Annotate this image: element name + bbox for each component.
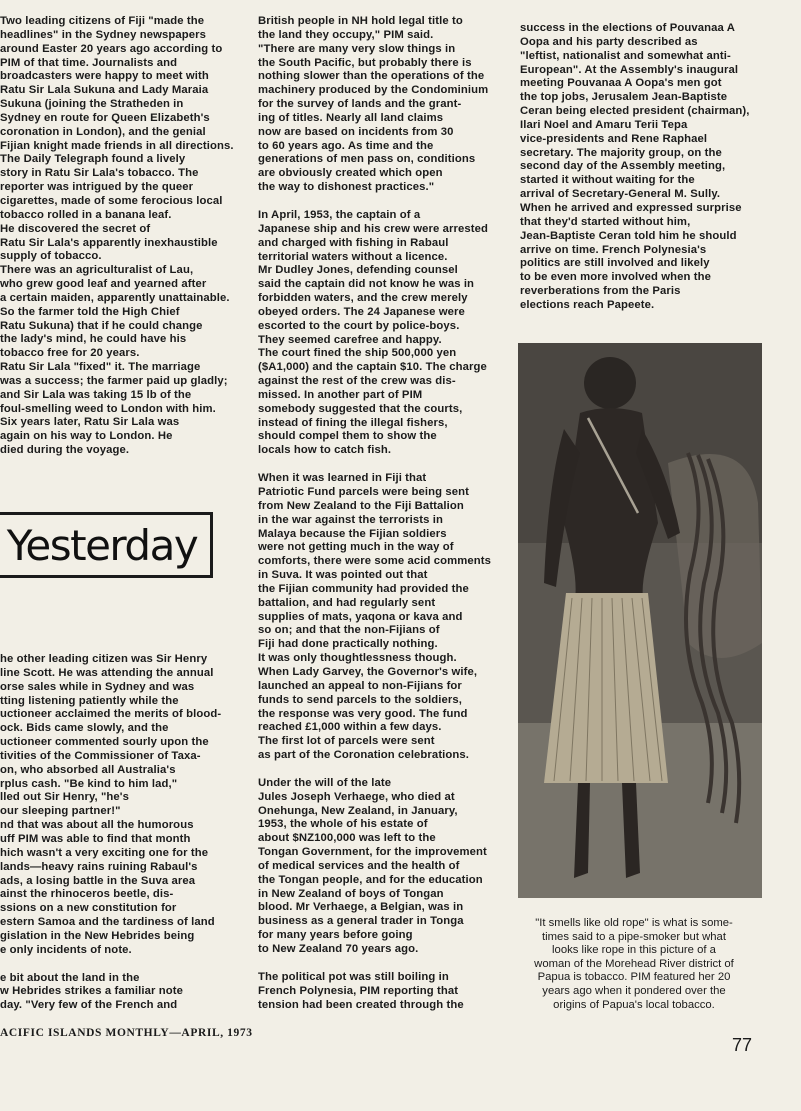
column2-line: When Lady Garvey, the Governor's wife, <box>258 665 478 678</box>
column3-line: second day of the Assembly meeting, <box>520 160 726 173</box>
column2-line: said the captain did not know he was in <box>258 278 475 291</box>
column2-line: for the survey of lands and the grant- <box>258 98 462 111</box>
column2-line: Patriotic Fund parcels were being sent <box>258 486 469 498</box>
column3-line: elections reach Papeete. <box>520 298 655 311</box>
column2-line: tension had been created through the <box>258 998 464 1011</box>
footer-publication: ACIFIC ISLANDS MONTHLY—APRIL, 1973 <box>0 1027 253 1039</box>
column2-line: obeyed orders. The 24 Japanese were <box>258 305 465 318</box>
column2-line: instead of fining the illegal fishers, <box>258 416 448 429</box>
column1-top-line: Sukuna (joining the Stratheden in <box>0 98 184 111</box>
column2-line: ing of titles. Nearly all land claims <box>258 111 444 124</box>
column2-line: blood. Mr Verhaege, a Belgian, was in <box>258 901 464 914</box>
column1-top-line: a certain maiden, apparently unattainable. <box>0 291 230 304</box>
column3-line: Ilari Noel and Amaru Terii Tepa <box>520 118 688 131</box>
column2-line: so on; and that the non-Fijians of <box>258 624 440 637</box>
column1-top-line: who grew good leaf and yearned after <box>0 278 207 291</box>
column1-top-line: and Sir Lala was taking 15 lb of the <box>0 388 192 401</box>
column1-bottom-line: lands—heavy rains ruining Rabaul's <box>0 860 198 873</box>
column2-line: escorted to the court by police-boys. <box>258 319 460 332</box>
column1-top-line: Ratu Sir Lala's apparently inexhaustible <box>0 236 218 249</box>
column3-line: started it without waiting for the <box>520 174 695 187</box>
column2-line: the way to dishonest practices." <box>258 181 435 194</box>
column2-line: Mr Dudley Jones, defending counsel <box>258 264 458 277</box>
column1-top-line: reporter was intrigued by the queer <box>0 181 194 194</box>
column1-bottom-line: ssions on a new constitution for <box>0 902 177 915</box>
column2-line: 1953, the whole of his estate of <box>258 818 428 831</box>
column2-line: When it was learned in Fiji that <box>258 472 427 485</box>
column-1-bottom <box>0 653 244 1013</box>
column3-line: that they'd started without him, <box>520 215 691 228</box>
column2-line: somebody suggested that the courts, <box>258 402 463 415</box>
column1-top-line: He discovered the secret of <box>0 222 151 235</box>
column2-line: in the war against the terrorists in <box>258 513 444 526</box>
column3-line: to be even more involved when the <box>520 271 711 284</box>
column2-line: nothing slower than the operations of the <box>258 70 485 83</box>
column1-bottom-line: rplus cash. "Be kind to him lad," <box>0 777 178 790</box>
column2-line: "There are many very slow things in <box>258 42 456 55</box>
column1-bottom-line: hich wasn't a very exciting one for the <box>0 846 209 859</box>
column1-bottom-line: uctioneer acclaimed the merits of blood- <box>0 708 222 721</box>
column1-top-line: was a success; the farmer paid up gladly; <box>0 374 228 387</box>
column2-line: in Suva. It was pointed out that <box>258 569 428 582</box>
column3-line: the top jobs, Jerusalem Jean-Baptiste <box>520 91 728 104</box>
column2-line: to New Zealand 70 years ago. <box>258 943 419 955</box>
column1-top-line: foul-smelling weed to London with him. <box>0 402 216 415</box>
column1-bottom-line: ads, a losing battle in the Suva area <box>0 874 196 887</box>
column2-line: were not getting much in the way of <box>258 541 454 554</box>
column1-bottom-line: w Hebrides strikes a familiar note <box>0 985 183 998</box>
column2-line: should compel them to show the <box>258 430 437 443</box>
column3-line: reverberations from the Paris <box>520 285 681 298</box>
column-2 <box>258 15 508 1012</box>
column1-top-line: So the farmer told the High Chief <box>0 305 180 318</box>
column2-line: battalion, and had regularly sent <box>258 596 436 609</box>
column2-line: Under the will of the late <box>258 776 392 789</box>
column2-line: Japanese ship and his crew were arrested <box>258 222 489 235</box>
column1-bottom-line: our sleeping partner!" <box>0 805 121 818</box>
column1-bottom-line: tivities of the Commissioner of Taxa- <box>0 749 201 762</box>
column2-line: the Tongan people, and for the education <box>258 873 483 886</box>
column1-top-line: tobacco rolled in a banana leaf. <box>0 208 172 221</box>
column2-line: Onehunga, New Zealand, in January, <box>258 804 458 817</box>
column2-line: now are based on incidents from 30 <box>258 125 454 138</box>
column2-line: missed. In another part of PIM <box>258 388 423 401</box>
column2-line: French Polynesia, PIM reporting that <box>258 984 459 997</box>
column2-line: In April, 1953, the captain of a <box>258 208 421 221</box>
column2-line <box>258 458 508 472</box>
caption-line: looks like rope in this picture of a <box>552 944 716 957</box>
column1-top-line: the lady's mind, he could have his <box>0 333 187 346</box>
column2-line: of medical services and the health of <box>258 859 460 872</box>
column1-top-line: Two leading citizens of Fiji "made the <box>0 15 205 27</box>
column3-line: Jean-Baptiste Ceran told him he should <box>520 229 737 242</box>
column2-line: The court fined the ship 500,000 yen <box>258 347 457 360</box>
photo-caption <box>512 917 756 1012</box>
column2-line: to 60 years ago. As time and the <box>258 139 434 152</box>
column1-bottom-line: uff PIM was able to find that month <box>0 832 191 845</box>
column1-top-line: Sydney en route for Queen Elizabeth's <box>0 111 210 124</box>
yesterday-heading-box <box>0 512 213 578</box>
column2-line: the Fijian community had provided the <box>258 582 469 595</box>
column2-line: Malaya because the Fijian soldiers <box>258 527 447 540</box>
column2-line: ($A1,000) and the captain $10. The charge <box>258 361 487 374</box>
column1-top-line: Fijian knight made friends in all directions. <box>0 139 234 152</box>
column2-line: and charged with fishing in Rabaul <box>258 236 449 249</box>
column2-line: territorial waters without a licence. <box>258 250 448 263</box>
column2-line: launched an appeal to non-Fijians for <box>258 679 462 692</box>
column2-line: reached £1,000 within a few days. <box>258 721 442 734</box>
column3-line: European". At the Assembly's inaugural <box>520 63 739 76</box>
column2-line: Jules Joseph Verhaege, who died at <box>258 790 455 803</box>
column2-line: the land they occupy," PIM said. <box>258 28 434 41</box>
column3-line: When he arrived and expressed surprise <box>520 201 742 214</box>
column1-top-line: around Easter 20 years ago according to <box>0 42 223 55</box>
column2-line: supplies of mats, yaqona or kava and <box>258 610 463 623</box>
column2-line: British people in NH hold legal title to <box>258 15 463 27</box>
column2-line: funds to send parcels to the soldiers, <box>258 693 463 706</box>
column2-line <box>258 957 508 971</box>
column1-bottom-line: ainst the rhinoceros beetle, dis- <box>0 888 174 901</box>
column2-line: They seemed carefree and happy. <box>258 333 442 346</box>
column1-top-line: story in Ratu Sir Lala's tobacco. The <box>0 167 199 180</box>
column2-line <box>258 763 508 777</box>
column2-line: generations of men pass on, conditions <box>258 153 476 166</box>
column2-line: The political pot was still boiling in <box>258 970 449 983</box>
column1-bottom-line: ock. Bids came slowly, and the <box>0 722 169 735</box>
photo-illustration <box>518 343 762 898</box>
column2-line: the response was very good. The fund <box>258 707 468 720</box>
page-number: 77 <box>732 1035 753 1055</box>
column2-line: against the rest of the crew was dis- <box>258 375 456 388</box>
column1-top-line: Ratu Sir Lala Sukuna and Lady Maraia <box>0 84 209 97</box>
column1-top-line: died during the voyage. <box>0 444 130 457</box>
column1-bottom-line: lled out Sir Henry, "he's <box>0 791 129 804</box>
column3-line: meeting Pouvanaa A Oopa's men got <box>520 77 722 90</box>
column2-line: are obviously created which open <box>258 167 443 180</box>
column3-line: success in the elections of Pouvanaa A <box>520 22 735 34</box>
column2-line <box>258 195 508 209</box>
column1-top-line: again on his way to London. He <box>0 430 173 443</box>
column3-line: Oopa and his party described as <box>520 35 698 48</box>
column2-line: machinery produced by the Condominium <box>258 84 489 97</box>
column-3 <box>520 22 788 313</box>
column2-line: locals how to catch fish. <box>258 444 392 457</box>
column2-line: in New Zealand of boys of Tongan <box>258 887 444 900</box>
column2-line: It was only thoughtlessness though. <box>258 652 457 665</box>
column1-top-line: cigarettes, made of some ferocious local <box>0 194 223 207</box>
column1-bottom-line: he other leading citizen was Sir Henry <box>0 653 208 665</box>
column2-line: business as a general trader in Tonga <box>258 915 464 928</box>
column1-top-line: Ratu Sir Lala "fixed" it. The marriage <box>0 361 201 374</box>
column2-line: Tongan Government, for the improvement <box>258 846 487 859</box>
column2-line: comforts, there were some acid comments <box>258 555 492 568</box>
yesterday-heading: Yesterday <box>6 520 198 570</box>
column1-top-line: The Daily Telegraph found a lively <box>0 153 186 166</box>
column2-line: as part of the Coronation celebrations. <box>258 749 470 762</box>
column3-line: arrival of Secretary-General M. Sully. <box>520 188 721 201</box>
column1-bottom-line: tting listening patiently while the <box>0 694 179 707</box>
column1-top-line: Six years later, Ratu Sir Lala was <box>0 416 180 429</box>
caption-line: woman of the Morehead River district of <box>534 957 734 970</box>
caption-line: Papua is tobacco. PIM featured her 20 <box>537 971 731 984</box>
column1-bottom-line: uctioneer commented sourly upon the <box>0 736 209 749</box>
column2-line: The first lot of parcels were sent <box>258 735 435 748</box>
column1-top-line: There was an agriculturalist of Lau, <box>0 264 194 277</box>
column1-top-line: supply of tobacco. <box>0 250 102 263</box>
column-1-top <box>0 15 244 458</box>
column2-line: for many years before going <box>258 929 413 942</box>
column1-top-line: coronation in London), and the genial <box>0 125 206 138</box>
column1-top-line: tobacco free for 20 years. <box>0 347 140 360</box>
column1-top-line: broadcasters were happy to meet with <box>0 70 209 83</box>
column1-bottom-line: day. "Very few of the French and <box>0 999 178 1012</box>
column2-line: the South Pacific, but probably there is <box>258 56 472 69</box>
column3-line: "leftist, nationalist and somewhat anti- <box>520 49 731 62</box>
caption-line: times said to a pipe-smoker but what <box>542 930 726 943</box>
column1-bottom-line: on, who absorbed all Australia's <box>0 763 176 776</box>
column2-line: forbidden waters, and the crew merely <box>258 292 468 305</box>
column1-bottom-line: e bit about the land in the <box>0 971 140 984</box>
column3-line: arrive on time. French Polynesia's <box>520 243 707 256</box>
column2-line: Fiji had done practically nothing. <box>258 638 438 651</box>
column3-line: politics are still involved and likely <box>520 257 710 270</box>
column2-line: from New Zealand to the Fiji Battalion <box>258 499 464 512</box>
column1-top-line: headlines" in the Sydney newspapers <box>0 28 206 41</box>
caption-line: origins of Papua's local tobacco. <box>553 998 715 1011</box>
caption-line: "It smells like old rope" is what is some- <box>535 917 733 929</box>
column1-bottom-line: line Scott. He was attending the annual <box>0 666 214 679</box>
column1-bottom-line: orse sales while in Sydney and was <box>0 680 195 693</box>
tobacco-woman-photo <box>518 343 762 898</box>
column3-line: secretary. The majority group, on the <box>520 146 722 159</box>
column1-bottom-line <box>0 958 244 972</box>
column1-top-line: Ratu Sukuna) that if he could change <box>0 319 203 332</box>
column1-bottom-line: e only incidents of note. <box>0 943 132 956</box>
column2-line: about $NZ100,000 was left to the <box>258 832 436 845</box>
column1-top-line: PIM of that time. Journalists and <box>0 56 178 69</box>
column1-bottom-line: gislation in the New Hebrides being <box>0 929 195 942</box>
column1-bottom-line: nd that was about all the humorous <box>0 819 194 832</box>
caption-line: years ago when it pondered over the <box>542 984 726 997</box>
column3-line: vice-presidents and Rene Raphael <box>520 132 708 145</box>
column3-line: Ceran being elected president (chairman), <box>520 105 750 118</box>
column1-bottom-line: estern Samoa and the tardiness of land <box>0 916 215 929</box>
